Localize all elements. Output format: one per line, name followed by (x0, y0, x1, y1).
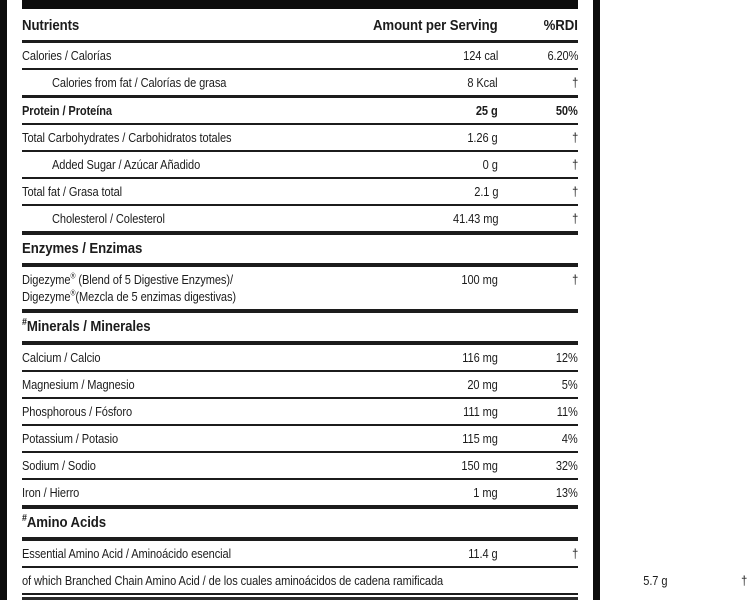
digezyme-line-2: Digezyme®(Mezcla de 5 enzimas digestivas) (22, 288, 237, 304)
nutrient-rdi: † (571, 130, 578, 145)
nutrient-rdi: 11% (556, 404, 578, 419)
nutrient-rdi: 5% (562, 377, 578, 392)
nutrient-label: Calories / Calorías (22, 48, 112, 63)
row-calcium (22, 345, 578, 372)
nutrient-rdi: † (571, 211, 578, 226)
nutrient-rdi: † (571, 184, 578, 199)
nutrient-rdi: 50% (556, 103, 578, 118)
row-added-sugar (22, 152, 578, 179)
row-protein (22, 98, 578, 125)
row-digezyme (22, 267, 578, 313)
row-magnesium (22, 372, 578, 399)
nutrient-amount: 5.7 g (643, 573, 668, 588)
registered-trademark-icon: ® (70, 271, 76, 281)
nutrient-label (22, 271, 348, 305)
row-phosphorous (22, 399, 578, 426)
hash-footnote-icon: # (22, 513, 27, 524)
row-branched-chain-amino-acid (22, 568, 747, 595)
row-total-carbohydrates (22, 125, 578, 152)
row-potassium (22, 426, 578, 453)
column-header-row (22, 9, 578, 43)
nutrient-amount: 11.4 g (468, 546, 498, 561)
nutrient-label: Sodium / Sodio (22, 458, 96, 473)
nutrient-amount: 150 mg (461, 458, 498, 473)
nutrient-label: Calories from fat / Calorías de grasa (52, 75, 227, 90)
nutrient-label: of which Branched Chain Amino Acid / de los cuales aminoácidos de cadena ramificada (22, 573, 444, 588)
row-sodium (22, 453, 578, 480)
label-left-border (0, 0, 7, 600)
nutrient-amount: 41.43 mg (452, 211, 498, 226)
nutrient-amount: 25 g (476, 103, 498, 118)
row-calories-from-fat (22, 70, 578, 98)
row-iron (22, 480, 578, 509)
nutrient-label: Essential Amino Acid / Aminoácido esencial (22, 546, 231, 561)
row-calories (22, 43, 578, 70)
row-cholesterol (22, 206, 578, 235)
section-title: Enzymes / Enzimas (22, 240, 143, 257)
nutrition-table (22, 9, 747, 595)
nutrient-amount: 2.1 g (473, 184, 498, 199)
section-title: #Minerals / Minerales (22, 317, 151, 335)
nutrient-rdi: 6.20% (547, 48, 578, 63)
digezyme-line-1: Digezyme® (Blend of 5 Digestive Enzymes)/ (22, 271, 233, 287)
nutrient-rdi: † (571, 272, 578, 287)
nutrient-label: Magnesium / Magnesio (22, 377, 135, 392)
row-essential-amino-acid (22, 541, 578, 568)
nutrient-amount: 111 mg (463, 404, 498, 419)
nutrient-label: Protein / Proteína (22, 103, 112, 118)
nutrient-amount: 116 mg (462, 350, 498, 365)
label-right-border (593, 0, 600, 600)
column-header-nutrients: Nutrients (22, 17, 80, 34)
nutrient-rdi: 13% (556, 485, 578, 500)
nutrient-label: Iron / Hierro (22, 485, 80, 500)
nutrient-rdi: † (741, 573, 747, 588)
column-header-rdi: %RDI (543, 17, 578, 34)
nutrient-rdi: † (571, 157, 578, 172)
nutrient-label: Phosphorous / Fósforo (22, 404, 133, 419)
nutrient-rdi: 12% (556, 350, 578, 365)
nutrient-rdi: † (571, 546, 578, 561)
nutrient-label: Cholesterol / Colesterol (52, 211, 165, 226)
nutrient-label: Total fat / Grasa total (22, 184, 123, 199)
nutrient-amount: 100 mg (461, 272, 498, 287)
section-header-enzymes (22, 235, 578, 267)
nutrient-rdi: 32% (556, 458, 578, 473)
nutrient-label: Calcium / Calcio (22, 350, 101, 365)
nutrient-label: Added Sugar / Azúcar Añadido (52, 157, 201, 172)
nutrient-amount: 0 g (482, 157, 498, 172)
nutrient-amount: 115 mg (462, 431, 498, 446)
nutrient-label: Potassium / Potasio (22, 431, 119, 446)
section-header-minerals (22, 313, 578, 345)
nutrient-rdi: † (571, 75, 578, 90)
hash-footnote-icon: # (22, 317, 27, 328)
column-header-amount: Amount per Serving (373, 17, 498, 34)
nutrient-amount: 124 cal (462, 48, 498, 63)
registered-trademark-icon: ® (70, 288, 76, 298)
row-total-fat (22, 179, 578, 206)
section-title: #Amino Acids (22, 513, 107, 531)
nutrient-amount: 1 mg (473, 485, 498, 500)
section-header-amino-acids (22, 509, 578, 541)
nutrient-amount: 8 Kcal (467, 75, 498, 90)
label-top-bar (22, 0, 578, 9)
nutrient-rdi: 4% (562, 431, 578, 446)
nutrient-amount: 1.26 g (467, 130, 498, 145)
nutrient-label: Total Carbohydrates / Carbohidratos totales (22, 130, 232, 145)
nutrient-amount: 20 mg (467, 377, 498, 392)
